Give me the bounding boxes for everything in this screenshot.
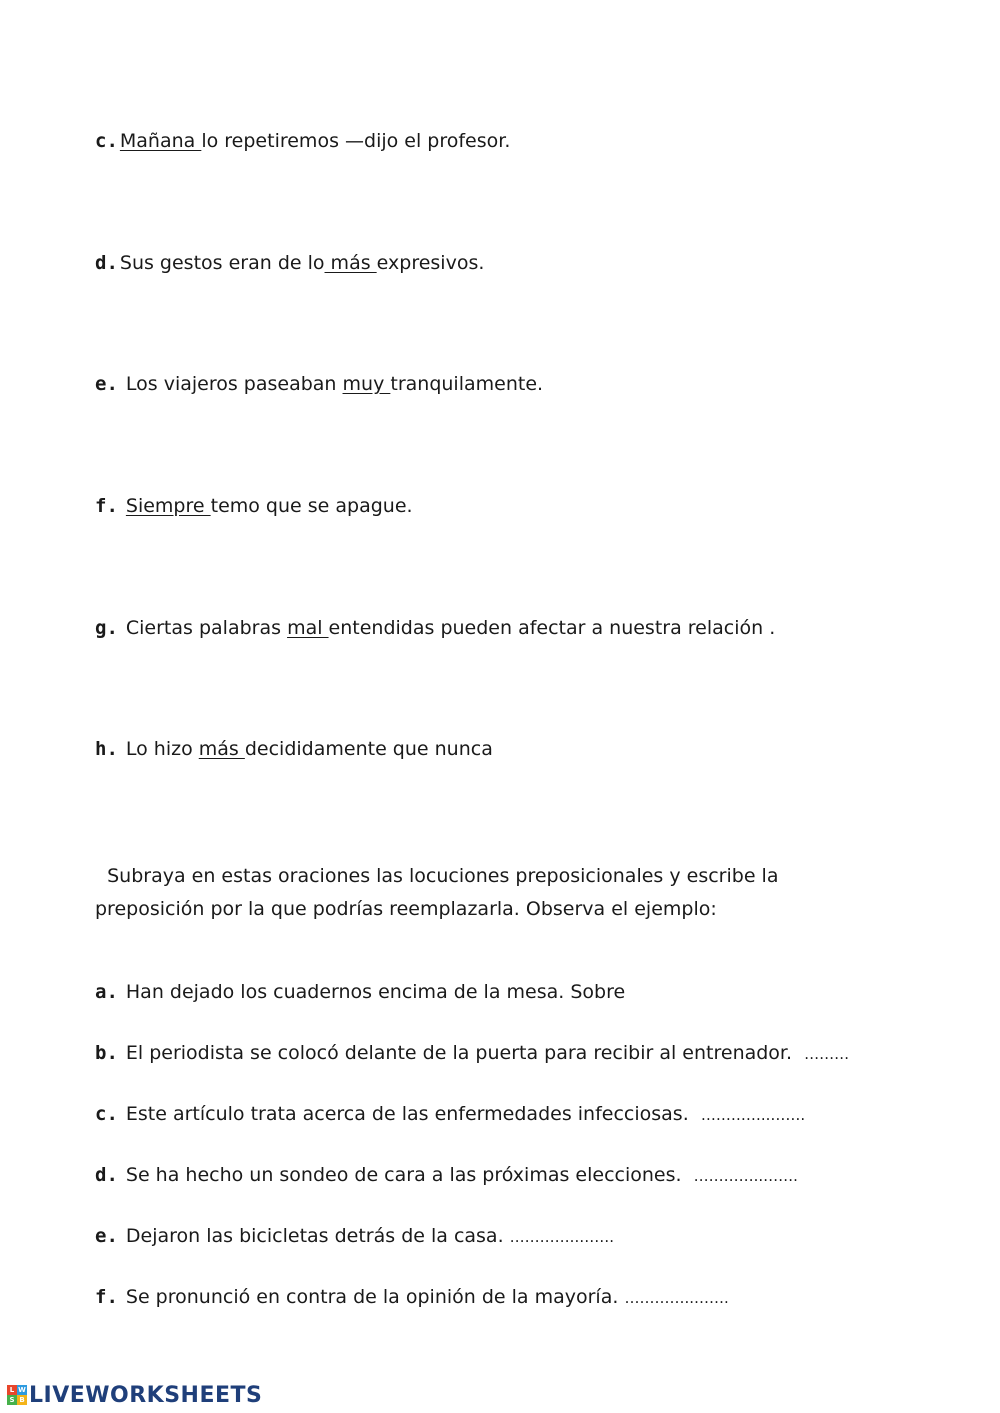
logo-mark-cell: L [7,1385,17,1395]
exercise-instruction: Subraya en estas oraciones las locuciones preposicionales y escribe la preposición por la que podrías reemplazarla. Observa el ejemplo: [95,865,785,920]
sentence-c: c. Mañana lo repetiremos —dijo el profesor. [95,130,511,152]
exercise-item-d: d. Se ha hecho un sondeo de cara a las próximas elecciones. …………..……. [95,1164,798,1186]
underlined-word: Siempre [125,495,211,517]
item-label: f. [95,495,118,517]
underlined-word: más [324,252,377,274]
item-label: a. [95,981,118,1003]
sentence-e: e. Los viajeros paseaban muy tranquilamente. [95,373,544,395]
answer-blank[interactable]: …………..……. [509,1228,614,1246]
item-label: h. [95,738,118,760]
underlined-word: Mañana [119,130,202,152]
item-label: d. [95,1164,118,1186]
answer-blank[interactable]: …………..……. [700,1106,806,1124]
answer-blank[interactable]: …………..……. [624,1289,729,1307]
logo-mark-cell: B [17,1395,27,1405]
liveworksheets-logo [7,1383,262,1407]
logo-mark-cell: S [7,1395,17,1405]
underlined-word: más [198,738,245,760]
item-label: e. [95,373,118,395]
exercise-item-c: c. Este artículo trata acerca de las enfermedades infecciosas. …………..……. [95,1103,806,1125]
underlined-word: muy [342,373,391,395]
exercise-item-f: f. Se pronunció en contra de la opinión de la mayoría. …………..……. [95,1286,729,1308]
sentence-f: f. Siempre temo que se apague. [95,495,413,517]
sentence-d: d. Sus gestos eran de lo más expresivos. [95,252,485,274]
logo-mark-cell: W [18,1386,26,1394]
sentence-g: g. Ciertas palabras mal entendidas pueden afectar a nuestra relación . [95,617,776,639]
logo-mark-icon [7,1385,27,1405]
answer-blank[interactable]: …………..……. [693,1167,798,1185]
exercise-item-a: a. Han dejado los cuadernos encima de la mesa. Sobre [95,981,626,1003]
answer-blank[interactable]: ……… [804,1045,850,1063]
item-label: e. [95,1225,118,1247]
exercise-item-e: e. Dejaron las bicicletas detrás de la casa. …………..……. [95,1225,614,1247]
item-label: c. [95,1103,118,1125]
sentence-h: h. Lo hizo más decididamente que nunca [95,738,493,760]
item-label: g. [95,617,118,639]
logo-text: LIVEWORKSHEETS [29,1382,263,1408]
underlined-word: mal [287,617,329,639]
item-label: d. [95,252,118,274]
item-label: f. [95,1286,118,1308]
item-label: c. [95,130,118,152]
exercise-item-b: b. El periodista se colocó delante de la puerta para recibir al entrenador. ……… [95,1042,850,1064]
item-label: b. [95,1042,118,1064]
